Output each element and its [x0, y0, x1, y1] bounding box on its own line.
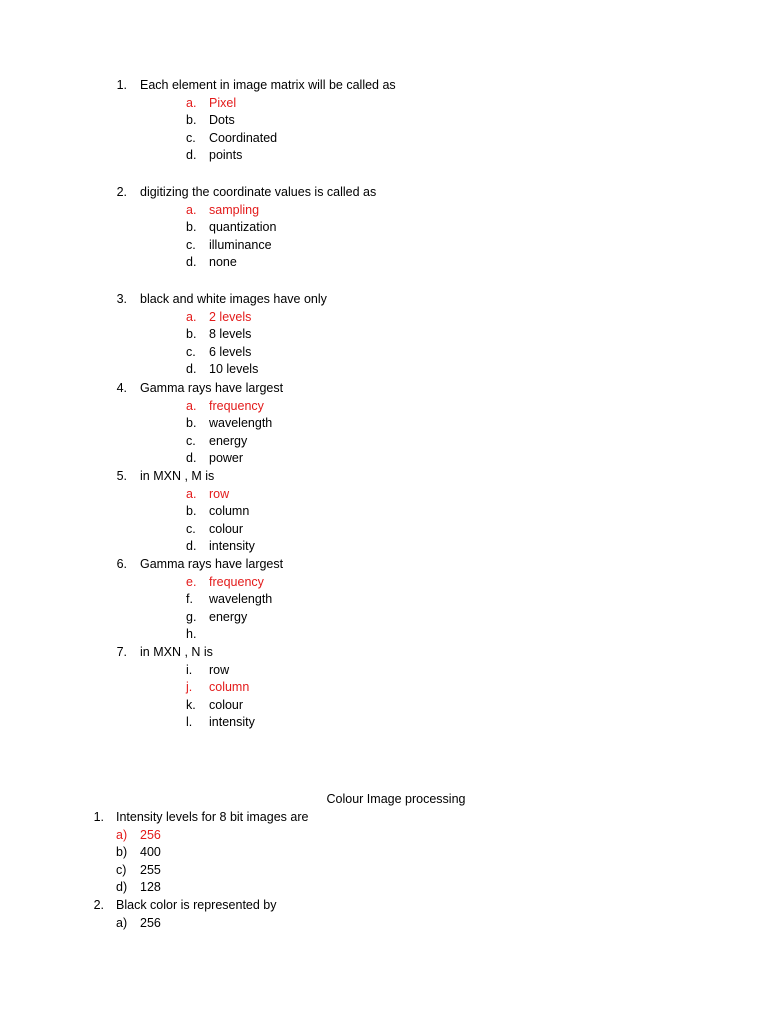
option-label: c.	[186, 237, 196, 252]
answer-option	[0, 112, 768, 130]
option-label: d.	[186, 362, 197, 377]
option-text: energy	[209, 609, 248, 624]
section-heading: Colour Image processing	[326, 792, 466, 806]
option-label: e.	[186, 574, 197, 589]
option-text: column	[209, 504, 250, 519]
question	[0, 644, 768, 662]
question-text: Gamma rays have largest	[140, 557, 284, 571]
question-number: 1.	[116, 78, 127, 92]
option-label: b.	[186, 220, 197, 235]
answer-option-correct	[0, 574, 768, 592]
option-text: 256	[140, 915, 161, 930]
option-text: frequency	[209, 574, 264, 589]
option-text: Pixel	[209, 95, 237, 110]
option-text: 2 levels	[209, 309, 252, 324]
option-text: illuminance	[209, 237, 272, 252]
option-label: b.	[186, 416, 197, 431]
option-label: b.	[186, 504, 197, 519]
question-number: 2.	[116, 185, 127, 199]
question	[0, 556, 768, 574]
answer-option-correct	[0, 95, 768, 113]
option-text: none	[209, 255, 237, 270]
answer-option	[0, 450, 768, 468]
answer-option	[0, 415, 768, 433]
option-text: column	[209, 680, 250, 695]
option-label: d.	[186, 148, 197, 163]
answer-option	[0, 844, 768, 862]
option-label: c.	[186, 130, 196, 145]
option-label: c.	[186, 344, 196, 359]
option-label: a.	[186, 202, 197, 217]
option-text: 256	[140, 827, 161, 842]
option-text: 255	[140, 862, 161, 877]
answer-option	[0, 591, 768, 609]
option-text: points	[209, 148, 243, 163]
option-label: a.	[186, 95, 197, 110]
question-text: Black color is represented by	[116, 898, 277, 912]
option-text: energy	[209, 433, 248, 448]
question	[0, 809, 768, 827]
answer-option	[0, 609, 768, 627]
question	[0, 77, 768, 95]
answer-option	[0, 254, 768, 272]
option-label: b.	[186, 113, 197, 128]
answer-option	[0, 237, 768, 255]
answer-option	[0, 697, 768, 715]
option-label: a.	[186, 486, 197, 501]
answer-option	[0, 147, 768, 165]
option-label: c.	[186, 433, 196, 448]
question-text: digitizing the coordinate values is called as	[140, 185, 377, 199]
question-number: 6.	[116, 557, 127, 571]
question-text: black and white images have only	[140, 292, 327, 306]
answer-option	[0, 130, 768, 148]
option-text: colour	[209, 697, 244, 712]
answer-option-correct	[0, 486, 768, 504]
answer-option	[0, 521, 768, 539]
option-label: d.	[186, 539, 197, 554]
answer-option	[0, 219, 768, 237]
option-label: c)	[116, 862, 127, 877]
answer-option	[0, 503, 768, 521]
option-text: colour	[209, 521, 244, 536]
answer-option	[0, 433, 768, 451]
answer-option-correct	[0, 827, 768, 845]
option-text: power	[209, 451, 244, 466]
answer-option	[0, 662, 768, 680]
option-label: b.	[186, 327, 197, 342]
answer-option-correct	[0, 398, 768, 416]
option-text: intensity	[209, 715, 255, 730]
question	[0, 184, 768, 202]
option-label: d)	[116, 880, 128, 895]
option-text: wavelength	[209, 416, 273, 431]
answer-option-correct	[0, 202, 768, 220]
option-text: 8 levels	[209, 327, 252, 342]
answer-option-correct	[0, 679, 768, 697]
question-number: 7.	[116, 645, 127, 659]
answer-option	[0, 862, 768, 880]
question-text: in MXN , M is	[140, 469, 215, 483]
answer-option	[0, 714, 768, 732]
option-label: a)	[116, 915, 128, 930]
option-text: 6 levels	[209, 344, 252, 359]
option-label: h.	[186, 627, 197, 642]
question-text: in MXN , N is	[140, 645, 213, 659]
option-text: 128	[140, 880, 161, 895]
answer-option	[0, 879, 768, 897]
option-label: a.	[186, 309, 197, 324]
answer-option-correct	[0, 309, 768, 327]
question-number: 2.	[93, 898, 104, 912]
option-text: 10 levels	[209, 362, 259, 377]
option-label: j.	[186, 680, 193, 695]
question-text: Intensity levels for 8 bit images are	[116, 810, 309, 824]
answer-option	[0, 626, 768, 644]
option-label: c.	[186, 521, 196, 536]
answer-option	[0, 344, 768, 362]
question-number: 3.	[116, 292, 127, 306]
option-label: b)	[116, 845, 128, 860]
answer-option	[0, 915, 768, 933]
option-text: sampling	[209, 202, 260, 217]
option-label: a)	[116, 827, 128, 842]
option-label: d.	[186, 255, 197, 270]
question-number: 4.	[116, 381, 127, 395]
answer-option	[0, 361, 768, 379]
option-label: k.	[186, 697, 196, 712]
question	[0, 380, 768, 398]
option-text: intensity	[209, 539, 255, 554]
option-label: a.	[186, 398, 197, 413]
option-text: frequency	[209, 398, 264, 413]
option-text: Coordinated	[209, 130, 278, 145]
option-label: i.	[186, 662, 193, 677]
question-number: 1.	[93, 810, 104, 824]
option-label: d.	[186, 451, 197, 466]
question	[0, 468, 768, 486]
option-text: row	[209, 662, 230, 677]
option-label: g.	[186, 609, 197, 624]
option-label: f.	[186, 592, 193, 607]
option-text: row	[209, 486, 230, 501]
answer-option	[0, 326, 768, 344]
option-text: quantization	[209, 220, 277, 235]
answer-option	[0, 538, 768, 556]
question-text: Each element in image matrix will be called as	[140, 78, 396, 92]
option-text: wavelength	[209, 592, 273, 607]
option-label: l.	[186, 715, 193, 730]
option-text: 400	[140, 845, 161, 860]
option-text: Dots	[209, 113, 235, 128]
question	[0, 291, 768, 309]
question	[0, 897, 768, 915]
question-number: 5.	[116, 469, 127, 483]
question-text: Gamma rays have largest	[140, 381, 284, 395]
